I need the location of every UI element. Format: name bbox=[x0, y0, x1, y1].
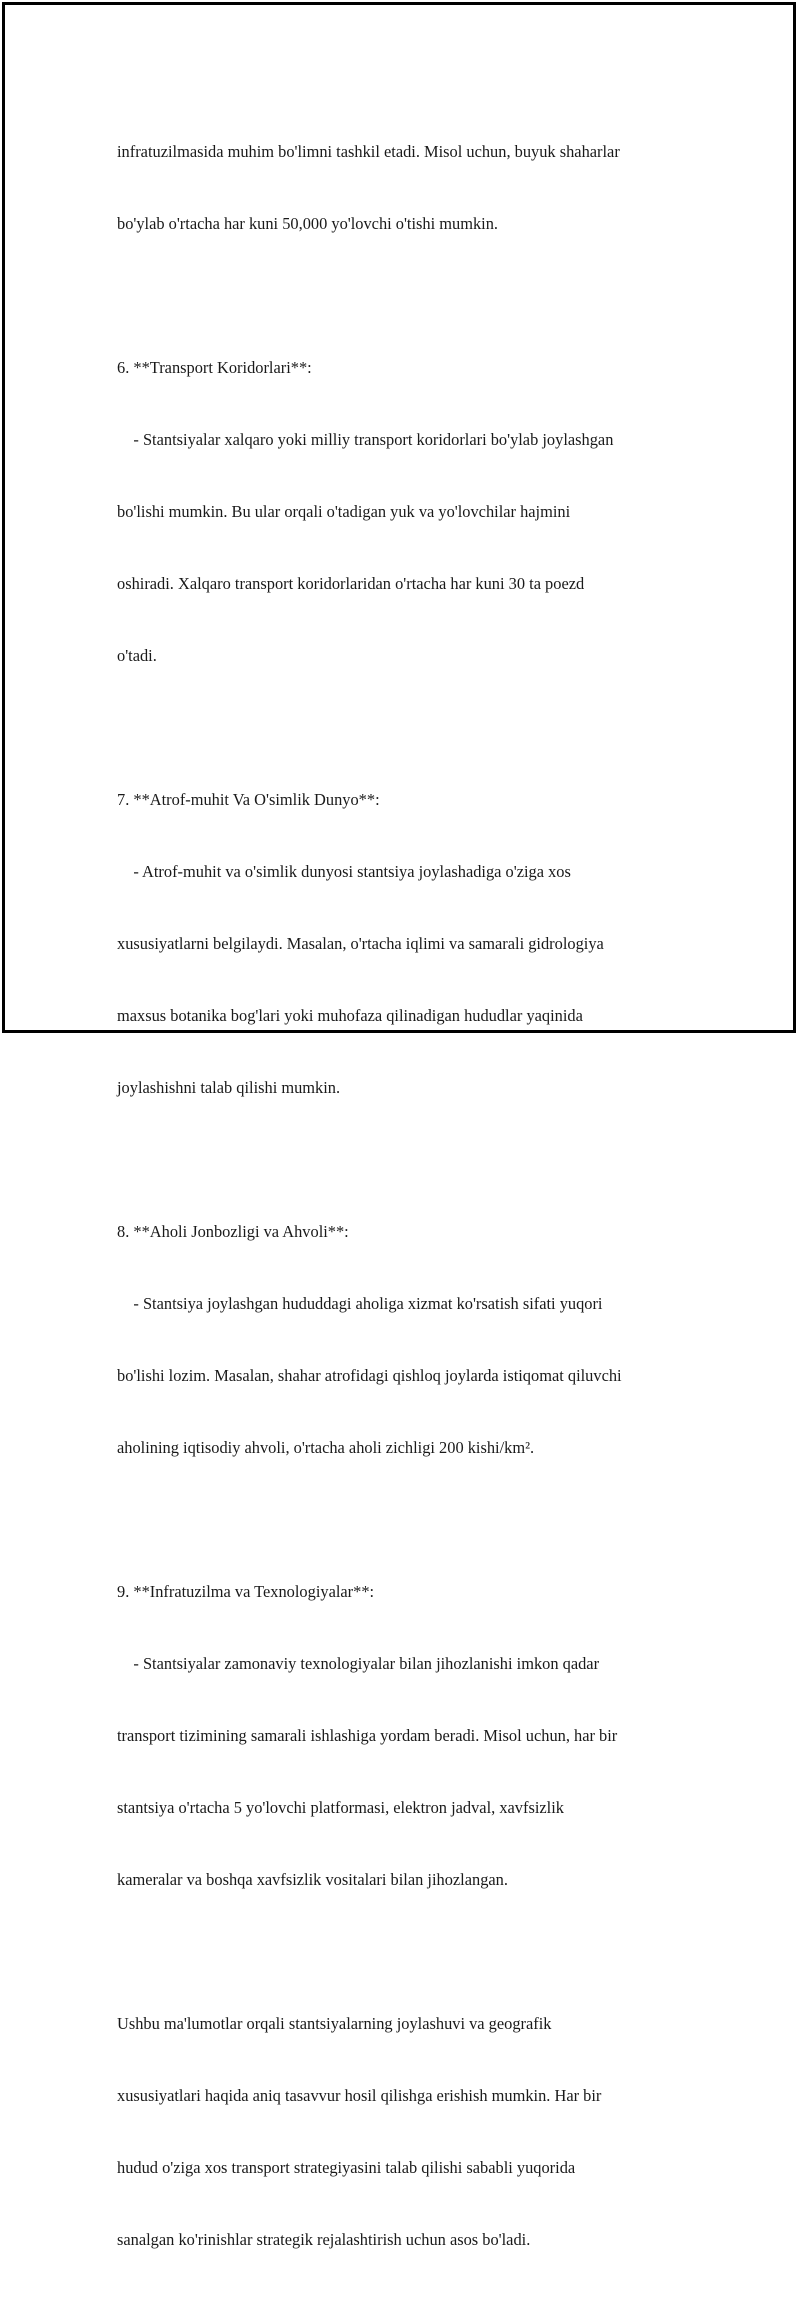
text-line: joylashishni talab qilishi mumkin. bbox=[117, 1078, 341, 1097]
paragraph-conclusion bbox=[117, 1964, 697, 2300]
text-line: aholining iqtisodiy ahvoli, o'rtacha aholi zichligi 200 kishi/km². bbox=[117, 1438, 535, 1457]
section-heading: 6. **Transport Koridorlari**: bbox=[117, 358, 312, 377]
text-line: infratuzilmasida muhim bo'limni tashkil etadi. Misol uchun, buyuk shaharlar bbox=[117, 142, 620, 161]
section-heading: 9. **Infratuzilma va Texnologiyalar**: bbox=[117, 1582, 375, 1601]
paragraph-intro bbox=[117, 92, 697, 284]
text-line: bo'lishi mumkin. Bu ular orqali o'tadigan yuk va yo'lovchilar hajmini bbox=[117, 502, 571, 521]
document-body bbox=[117, 92, 697, 2324]
text-line: hudud o'ziga xos transport strategiyasini talab qilishi sababli yuqorida bbox=[117, 2158, 576, 2177]
section-aholi bbox=[117, 1172, 697, 1508]
text-line: transport tizimining samarali ishlashiga yordam beradi. Misol uchun, har bir bbox=[117, 1726, 618, 1745]
section-transport-koridorlari bbox=[117, 308, 697, 716]
text-line: - Stantsiyalar xalqaro yoki milliy transport koridorlari bo'ylab joylashgan bbox=[117, 430, 614, 449]
text-line: - Stantsiyalar zamonaviy texnologiyalar bilan jihozlanishi imkon qadar bbox=[117, 1654, 600, 1673]
text-line: stantsiya o'rtacha 5 yo'lovchi platformasi, elektron jadval, xavfsizlik bbox=[117, 1798, 564, 1817]
section-heading: 8. **Aholi Jonbozligi va Ahvoli**: bbox=[117, 1222, 349, 1241]
text-line: maxsus botanika bog'lari yoki muhofaza qilinadigan hududlar yaqinida bbox=[117, 1006, 583, 1025]
text-line: xususiyatlarni belgilaydi. Masalan, o'rtacha iqlimi va samarali gidrologiya bbox=[117, 934, 604, 953]
text-line: kameralar va boshqa xavfsizlik vositalari bilan jihozlangan. bbox=[117, 1870, 508, 1889]
text-line: - Stantsiya joylashgan hududdagi aholiga xizmat ko'rsatish sifati yuqori bbox=[117, 1294, 603, 1313]
section-atrof-muhit bbox=[117, 740, 697, 1148]
text-line: o'tadi. bbox=[117, 646, 157, 665]
text-line: bo'ylab o'rtacha har kuni 50,000 yo'lovchi o'tishi mumkin. bbox=[117, 214, 499, 233]
text-line: oshiradi. Xalqaro transport koridorlaridan o'rtacha har kuni 30 ta poezd bbox=[117, 574, 585, 593]
text-line: xususiyatlari haqida aniq tasavvur hosil qilishga erishish mumkin. Har bir bbox=[117, 2086, 602, 2105]
text-line: bo'lishi lozim. Masalan, shahar atrofidagi qishloq joylarda istiqomat qiluvchi bbox=[117, 1366, 622, 1385]
text-line: sanalgan ko'rinishlar strategik rejalashtirish uchun asos bo'ladi. bbox=[117, 2230, 531, 2249]
section-infratuzilma bbox=[117, 1532, 697, 1940]
section-heading: 7. **Atrof-muhit Va O'simlik Dunyo**: bbox=[117, 790, 380, 809]
text-line: - Atrof-muhit va o'simlik dunyosi stantsiya joylashadiga o'ziga xos bbox=[117, 862, 571, 881]
text-line: Ushbu ma'lumotlar orqali stantsiyalarning joylashuvi va geografik bbox=[117, 2014, 552, 2033]
